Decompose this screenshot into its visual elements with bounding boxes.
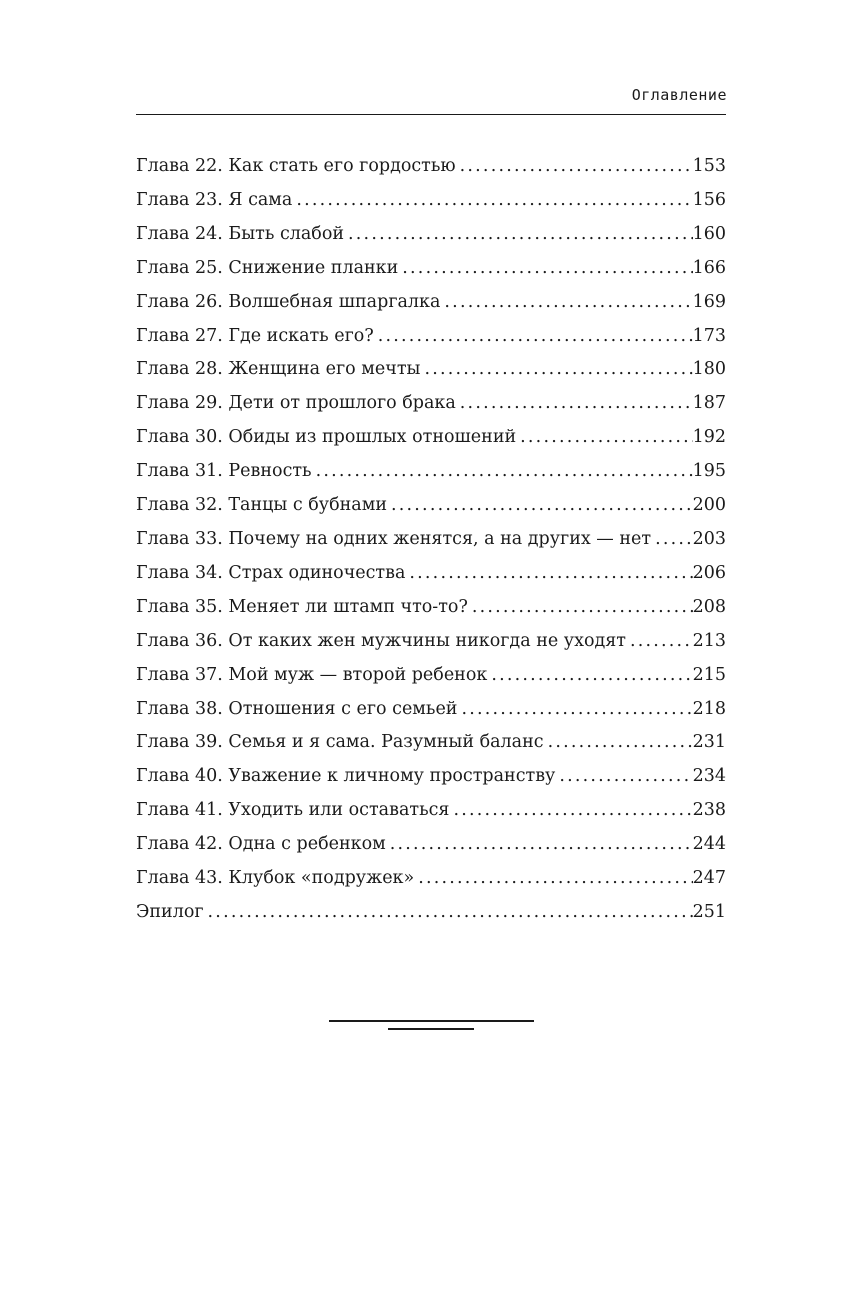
dot-leader <box>626 625 693 659</box>
toc-entry[interactable] <box>136 591 726 625</box>
toc-entry-page: 200 <box>692 495 726 516</box>
toc-entry[interactable] <box>136 862 726 896</box>
toc-entry-title: Глава 43. Клубок «подружек» <box>136 868 415 889</box>
toc-entry-title: Глава 40. Уважение к личному пространству <box>136 766 556 787</box>
toc-entry[interactable] <box>136 184 726 218</box>
dot-leader <box>456 150 693 184</box>
toc-entry-title: Глава 35. Меняет ли штамп что-то? <box>136 596 468 617</box>
dot-leader <box>456 387 693 421</box>
table-of-contents <box>136 150 726 930</box>
toc-entry-title: Глава 28. Женщина его мечты <box>136 359 421 380</box>
toc-entry[interactable] <box>136 286 726 320</box>
toc-entry[interactable] <box>136 794 726 828</box>
toc-entry[interactable] <box>136 625 726 659</box>
toc-entry-page: 203 <box>692 528 726 549</box>
header-divider <box>136 114 726 115</box>
toc-entry-page: 238 <box>692 800 726 821</box>
toc-entry-page: 195 <box>692 461 726 482</box>
toc-entry[interactable] <box>136 828 726 862</box>
toc-entry[interactable] <box>136 659 726 693</box>
dot-leader <box>420 353 692 387</box>
toc-entry[interactable] <box>136 455 726 489</box>
toc-entry-title: Глава 42. Одна с ребенком <box>136 834 386 855</box>
dot-leader <box>555 760 692 794</box>
dot-leader <box>398 252 692 286</box>
toc-entry-title: Глава 31. Ревность <box>136 461 312 482</box>
toc-entry[interactable] <box>136 150 726 184</box>
toc-entry-title: Глава 30. Обиды из прошлых отношений <box>136 427 517 448</box>
dot-leader <box>386 828 693 862</box>
toc-entry-page: 192 <box>692 427 726 448</box>
toc-entry-page: 215 <box>692 664 726 685</box>
toc-entry-title: Глава 33. Почему на одних женятся, а на других — нет <box>136 528 652 549</box>
toc-entry-title: Глава 39. Семья и я сама. Разумный баланс <box>136 732 544 753</box>
toc-entry[interactable] <box>136 252 726 286</box>
dot-leader <box>312 455 693 489</box>
toc-entry[interactable] <box>136 896 726 930</box>
toc-entry-page: 206 <box>692 562 726 583</box>
toc-entry-page: 173 <box>692 325 726 346</box>
toc-entry-title: Глава 25. Снижение планки <box>136 257 399 278</box>
toc-entry-title: Глава 32. Танцы с бубнами <box>136 495 387 516</box>
dot-leader <box>292 184 692 218</box>
dot-leader <box>374 320 693 354</box>
toc-entry-page: 247 <box>692 868 726 889</box>
dot-leader <box>344 218 693 252</box>
toc-entry[interactable] <box>136 387 726 421</box>
dot-leader <box>487 659 692 693</box>
toc-entry[interactable] <box>136 353 726 387</box>
toc-entry-title: Глава 34. Страх одиночества <box>136 562 406 583</box>
toc-entry-page: 180 <box>692 359 726 380</box>
end-ornament-rule-short <box>388 1028 474 1030</box>
dot-leader <box>651 523 693 557</box>
toc-entry[interactable] <box>136 421 726 455</box>
toc-entry-title: Глава 23. Я сама <box>136 189 293 210</box>
dot-leader <box>414 862 692 896</box>
dot-leader <box>544 726 693 760</box>
dot-leader <box>204 896 693 930</box>
toc-entry-title: Глава 27. Где искать его? <box>136 325 374 346</box>
toc-entry[interactable] <box>136 693 726 727</box>
toc-entry-page: 153 <box>692 156 726 176</box>
toc-entry-title: Глава 26. Волшебная шпаргалка <box>136 291 441 312</box>
toc-entry-page: 251 <box>692 901 726 922</box>
toc-entry-title: Эпилог <box>136 901 204 922</box>
toc-entry-title: Глава 29. Дети от прошлого брака <box>136 393 456 414</box>
dot-leader <box>449 794 692 828</box>
toc-entry-title: Глава 36. От каких жен мужчины никогда не уходят <box>136 630 626 651</box>
toc-entry[interactable] <box>136 320 726 354</box>
toc-entry[interactable] <box>136 218 726 252</box>
toc-entry-page: 166 <box>692 257 726 278</box>
toc-entry-page: 244 <box>692 834 726 855</box>
toc-entry-page: 234 <box>692 766 726 787</box>
toc-entry-page: 231 <box>692 732 726 753</box>
toc-entry-title: Глава 38. Отношения с его семьей <box>136 698 458 719</box>
toc-entry-page: 213 <box>692 630 726 651</box>
toc-entry-page: 156 <box>692 189 726 210</box>
toc-entry-page: 187 <box>692 393 726 414</box>
toc-entry-title: Глава 24. Быть слабой <box>136 223 345 244</box>
toc-entry[interactable] <box>136 726 726 760</box>
dot-leader <box>457 693 692 727</box>
dot-leader <box>440 286 692 320</box>
toc-entry-page: 169 <box>692 291 726 312</box>
toc-entry[interactable] <box>136 489 726 523</box>
dot-leader <box>405 557 692 591</box>
toc-entry-page: 160 <box>692 223 726 244</box>
dot-leader <box>468 591 693 625</box>
toc-entry-page: 208 <box>692 596 726 617</box>
dot-leader <box>387 489 693 523</box>
toc-entry-title: Глава 37. Мой муж — второй ребенок <box>136 664 488 685</box>
dot-leader <box>516 421 692 455</box>
running-head-title: Оглавление <box>631 86 727 104</box>
toc-entry[interactable] <box>136 557 726 591</box>
toc-entry-title: Глава 41. Уходить или оставаться <box>136 800 450 821</box>
toc-entry-title: Глава 22. Как стать его гордостью <box>136 156 456 176</box>
toc-entry-page: 218 <box>692 698 726 719</box>
end-ornament-rule-long <box>329 1020 534 1022</box>
toc-entry[interactable] <box>136 760 726 794</box>
toc-entry[interactable] <box>136 523 726 557</box>
